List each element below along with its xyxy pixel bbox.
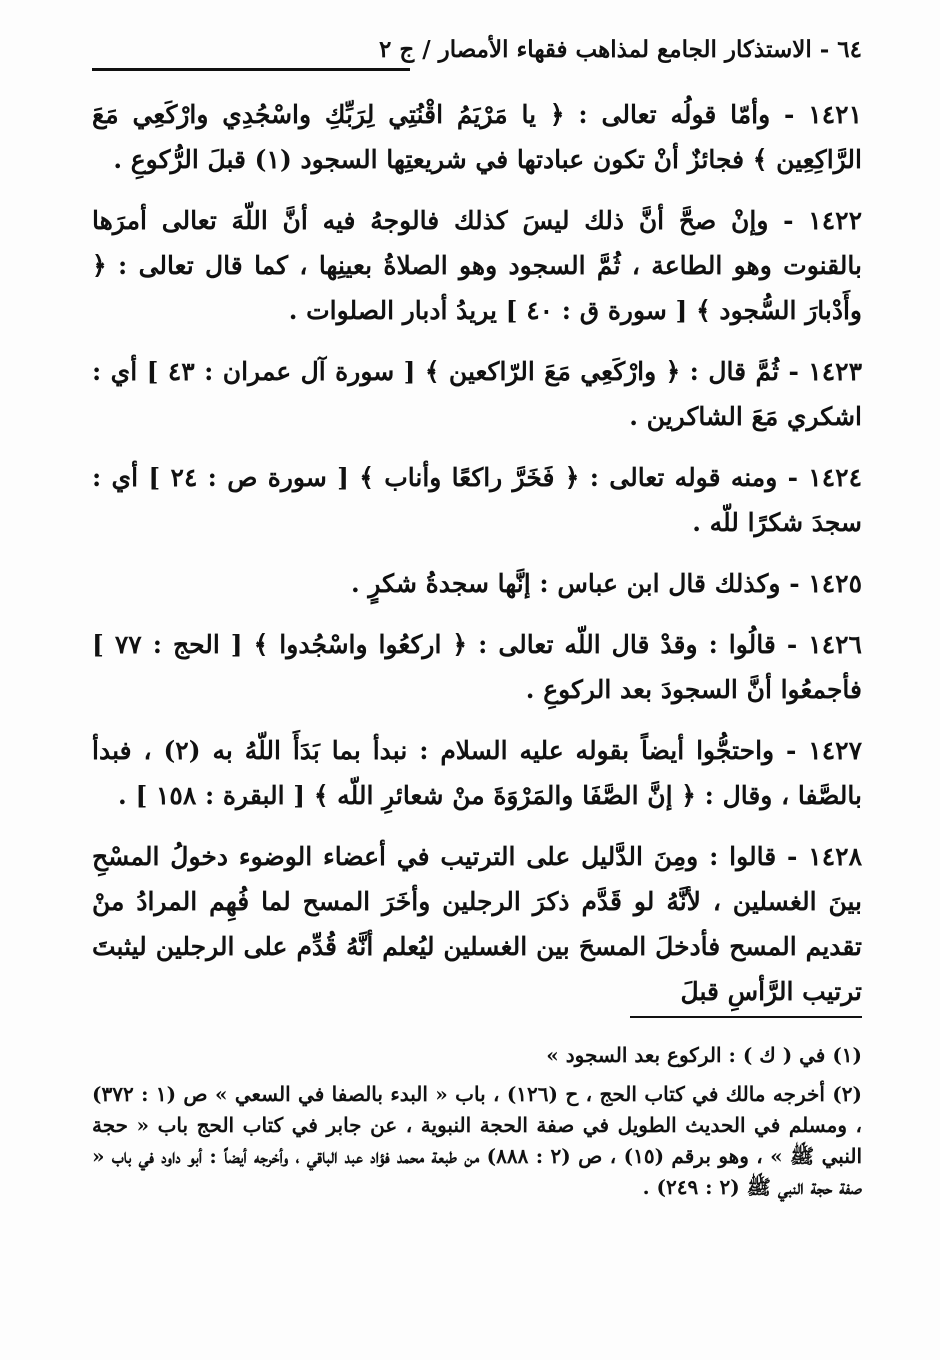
footnote-2: (٢) أخرجه مالك في كتاب الحج ، ح (١٢٦) ، باب « البدء بالصفا في السعي » ص (١ : ٣٧٢) ، ومسلم في الحديث الطويل في صفة الحجة النبوية ، عن جابر في كتاب الحج باب « حجة النبي ﷺ » ، وهو برقم (١٥) ، ص (٢ : ٨٨٨) من طبعة محمد فؤاد عبد الباقي ، وأخرجه أيضاً : أبو داود في باب « صفة حجة النبي ﷺ (٢ : ٢٤٩) . — [92, 1082, 863, 1199]
footnote-separator — [630, 1016, 862, 1018]
footnote-1: (١) في ( ك ) : الركوع بعد السجود » — [546, 1043, 862, 1067]
paragraph-1426: ١٤٢٦ - قالُوا : وقدْ قال اللّه تعالى : ﴿ اركعُوا واسْجُدوا ﴾ [ الحج : ٧٧ ] فأجمعُوا أنَّ السجودَ بعد الركوعِ . — [92, 630, 862, 704]
paragraph-1422: ١٤٢٢ - وإنْ صحَّ أنَّ ذلك ليسَ كذلك فالوجهُ فيه أنَّ اللّهَ تعالى أمرَها بالقنوت وهو الطاعة ، ثُمَّ السجود وهو الصلاةُ بعينِها ، كما قال تعالى : ﴿ وأَدْبارَ السُّجود ﴾ [ سورة ق : ٤٠ ] يريدُ أدبار الصلوات . — [92, 206, 862, 325]
footnotes — [92, 1040, 862, 1211]
paragraph-1423: ١٤٢٣ - ثُمَّ قال : ﴿ وارْكَعِي مَعَ الرّاكعين ﴾ [ سورة آل عمران : ٤٣ ] أي : اشكري مَعَ الشاكرين . — [92, 357, 862, 431]
page-header — [92, 30, 862, 80]
paragraph-1425: ١٤٢٥ - وكذلك قال ابن عباس : إنَّها سجدةُ شكرٍ . — [350, 569, 862, 598]
paragraph-1428: ١٤٢٨ - قالوا : ومِنَ الدَّليل على الترتيب في أعضاء الوضوء دخولُ المسْحِ بينَ الغسلين ، لأنَّهُ لو قَدَّم ذكرَ الرجلين وأخَرَ المسح لما فُهِم المرادُ منْ تقديم المسح فأدخلَ المسحَ بين الغسلين ليُعلم أنَّهُ قُدِّم على الرجلين ليثبتَ ترتيب الرَّأسِ قبلَ — [92, 842, 862, 1006]
paragraph-1427: ١٤٢٧ - واحتجُّوا أيضاً بقوله عليه السلام : نبدأ بما بَدَأَ اللّهُ به (٢) ، فبدأ بالصَّفا ، وقال : ﴿ إنَّ الصَّفَا والمَرْوَةَ منْ شعائرِ اللّه ﴾ [ البقرة : ١٥٨ ] . — [92, 736, 863, 810]
running-title: ٦٤ - الاستذكار الجامع لمذاهب فقهاء الأمصار / ج ٢ — [378, 36, 862, 63]
main-text — [92, 92, 862, 1030]
paragraph-1421: ١٤٢١ - وأمّا قولُه تعالى : ﴿ يا مَرْيَمُ اقْنُتِي لِرَبِّكِ واسْجُدِي وارْكَعِي مَعَ الرَّاكِعِين ﴾ فجائزٌ أنْ تكون عبادتها في شريعتِها السجود (١) قبلَ الرُّكوعِ . — [92, 100, 862, 174]
header-rule — [92, 68, 410, 71]
paragraph-1424: ١٤٢٤ - ومنه قوله تعالى : ﴿ فَخَرَّ راكعًا وأناب ﴾ [ سورة ص : ٢٤ ] أي : سجدَ شكرًا للّه . — [92, 463, 862, 537]
